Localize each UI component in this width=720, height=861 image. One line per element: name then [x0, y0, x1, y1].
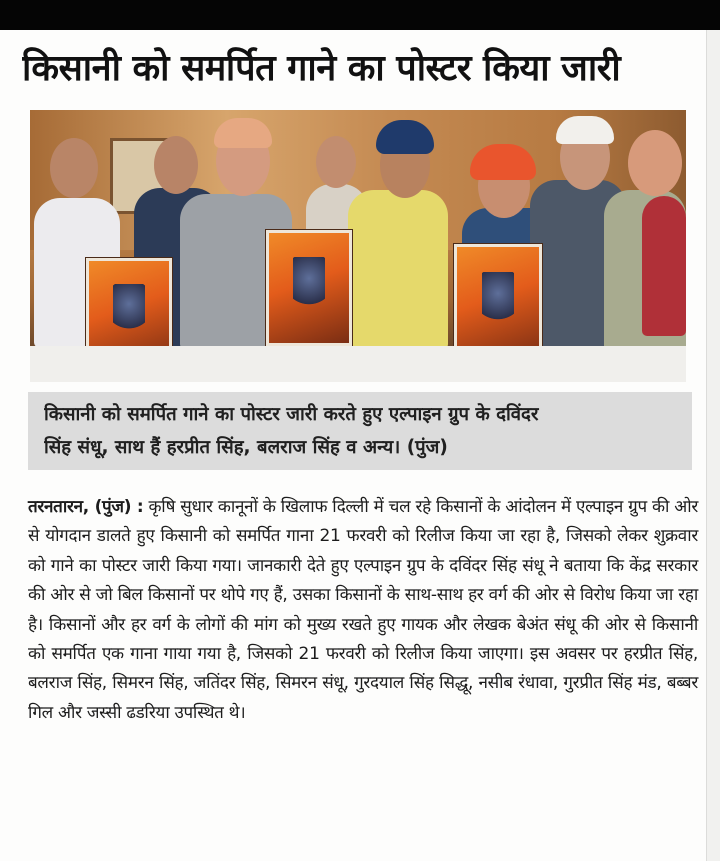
song-poster: [266, 230, 352, 346]
news-photo: [30, 110, 686, 382]
photo-caption: [28, 392, 692, 470]
song-poster: [454, 244, 542, 362]
headline: किसानी को समर्पित गाने का पोस्टर किया जारी: [22, 48, 621, 89]
dateline: तरनतारन, (पुंज) :: [28, 497, 144, 517]
article-paragraph: [28, 493, 698, 728]
adjacent-column-edge: [706, 30, 720, 861]
top-black-bar: [0, 0, 720, 30]
table-surface: [30, 346, 686, 382]
article-text: कृषि सुधार कानूनों के खिलाफ दिल्ली में चल रहे किसानों के आंदोलन में एल्पाइन ग्रुप की ओर से योगदान डालते हुए किसानी को समर्पित गाना 21 फरवरी को रिलीज किया जा रहा है, जिसको लेकर शुक्रवार को गाने का पोस्टर जारी किया गया। जानकारी देते हुए एल्पाइन ग्रुप के दविंदर सिंह संधू ने बताया कि केंद्र सरकार की ओर से जो बिल किसानों पर थोपे गए हैं, उसका किसानों के साथ-साथ हर वर्ग की ओर से विरोध किया जा रहा है। किसानों और हर वर्ग के लोगों की मांग को मुख्य रखते हुए गायक और लेखक बेअंत संधू की ओर से किसानी को समर्पित एक गाना गाया गया है, जिसको 21 फरवरी को रिलीज किया जाएगा। इस अवसर पर हरप्रीत सिंह, बलराज सिंह, सिमरन सिंह, जतिंदर सिंह, सिमरन संधू, गुरदयाल सिंह सिद्धू, नसीब रंधावा, गुरप्रीत सिंह मंड, बब्बर गिल और जस्सी ढडरिया उपस्थित थे।: [28, 497, 698, 723]
caption-line-1: किसानी को समर्पित गाने का पोस्टर जारी करते हुए एल्पाइन ग्रुप के दविंदर: [44, 404, 539, 425]
caption-line-2: सिंह संधू, साथ हैं हरप्रीत सिंह, बलराज सिंह व अन्य। (पुंज): [44, 437, 448, 458]
article-body: [28, 493, 698, 843]
